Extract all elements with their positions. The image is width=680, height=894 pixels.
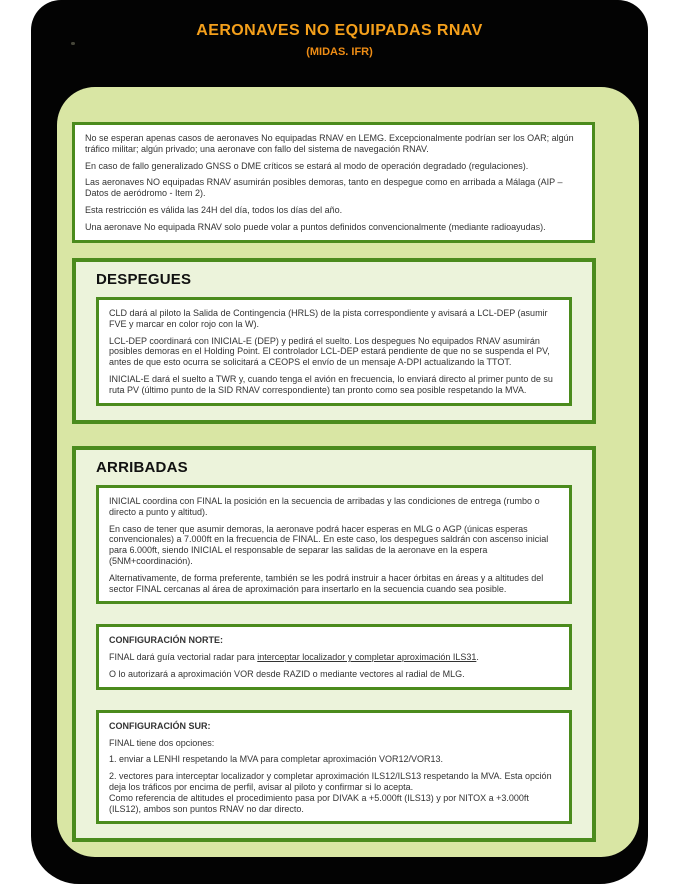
arribadas-heading: ARRIBADAS [96,459,188,476]
section-despegues [72,258,596,424]
intro-paragraph: Esta restricción es válida las 24H del día, todos los días del año. [85,204,343,215]
configuracion-sur-heading: CONFIGURACIÓN SUR: [109,720,211,731]
intro-paragraph: No se esperan apenas casos de aeronaves No equipadas RNAV en LEMG. Excepcionalmente podrían ser los OAR; algún tráfico militar; algún privado; una aeronave con fallo del sistema de navegación RNAV. [85,133,574,154]
arribadas-paragraph: INICIAL coordina con FINAL la posición en la secuencia de arribadas y las condiciones de entrega (rumbo o directo a punto y altitud). [109,496,540,517]
sur-intro-line: FINAL tiene dos opciones: [109,737,215,748]
despegues-paragraph: CLD dará al piloto la Salida de Contingencia (HRLS) de la pista correspondiente y avisará a LCL-DEP (asumir FVE y marcar en color rojo con la W). [109,308,548,329]
intro-paragraph: En caso de fallo generalizado GNSS o DME críticos se estará al modo de operación degradado (regulaciones). [85,160,529,171]
sur-option-2: 2. vectores para interceptar localizador y completar aproximación ILS12/ILS13 respetando la MVA. Esta opción deja los tráficos por encima de perfil, avisar al piloto y confirmar si lo acepta. [109,771,552,792]
intro-paragraph: Las aeronaves NO equipadas RNAV asumirán posibles demoras, tanto en despegue como en arribada a Málaga (AIP – Datos de aeródromo - Item 2). [85,177,563,199]
norte-line-underlined: interceptar localizador y completar aproximación ILS31 [257,652,477,663]
despegues-paragraph: LCL-DEP coordinará con INICIAL-E (DEP) y pedirá el suelto. Los despegues No equipados RNAV asumirán posibles demoras en el Holding Point. El controlador LCL-DEP estará pendiente de que no se suspenda el PV, antes de que esto ocurra se solicitará a CEOPS el envío de un mensaje A-DPI actualizando la TTOT. [109,335,550,368]
configuracion-norte-heading: CONFIGURACIÓN NORTE: [109,635,223,646]
despegues-heading: DESPEGUES [96,271,192,288]
configuracion-norte-box [96,624,572,689]
norte-line-ils31 [109,652,559,663]
arribadas-paragraph: Alternativamente, de forma preferente, también se les podrá instruir a hacer órbitas en áreas y a altitudes del sector FINAL cercanas al área de aproximación para insertarlo en la secuencia cuando sea posible. [109,572,544,594]
section-arribadas [72,446,596,842]
sur-reference-line: Como referencia de altitudes el procedimiento pasa por DIVAK a +5.000ft (ILS13) y por NITOX a +3.000ft (ILS12), ambos son puntos RNAV no dar directo. [109,792,529,814]
norte-line-suffix: . [476,652,479,663]
arribadas-paragraph: En caso de tener que asumir demoras, la aeronave podrá hacer esperas en MLG o AGP (únicas esperas convencionales) a 7.000ft en la frecuencia de FINAL. En este caso, los despegues saldrán con ascenso inicial para 6.000ft, siendo INICIAL el responsable de separar las salidas de la aeronave en la espera (5NM+coordinación). [109,523,549,566]
intro-paragraph: Una aeronave No equipada RNAV solo puede volar a puntos definidos convencionalmente (mediante radioayudas). [85,221,546,232]
despegues-paragraph: INICIAL-E dará el suelto a TWR y, cuando tenga el avión en frecuencia, lo enviará directo al primer punto de su ruta PV (último punto de la SID RNAV correspondiente) tan pronto como sea posible respetando la MVA. [109,373,553,395]
arribadas-intro-box [96,485,572,604]
intro-box [72,122,595,243]
header [31,0,648,87]
page-subtitle: (MIDAS. IFR) [306,46,373,58]
page-title: AERONAVES NO EQUIPADAS RNAV [196,22,483,39]
norte-line-prefix: FINAL dará guía vectorial radar para [109,652,258,663]
configuracion-sur-box [96,710,572,825]
despegues-text-box [96,297,572,406]
sur-option-1: 1. enviar a LENHI respetando la MVA para completar aproximación VOR12/VOR13. [109,754,443,765]
norte-line-vor: O lo autorizará a aproximación VOR desde RAZID o mediante vectores al radial de MLG. [109,668,465,679]
